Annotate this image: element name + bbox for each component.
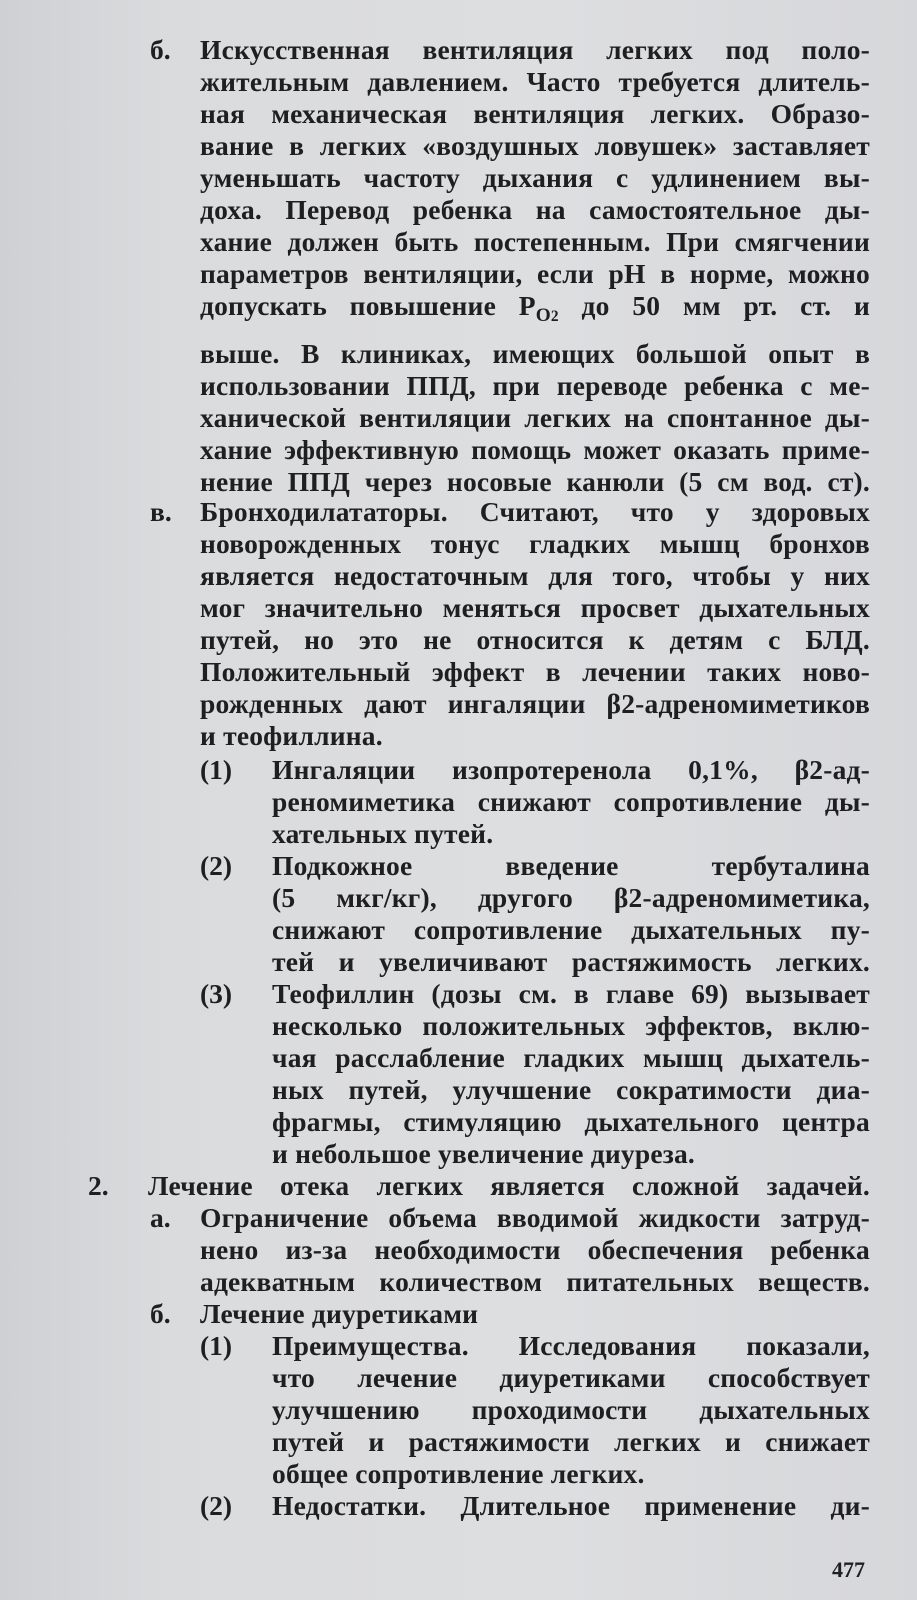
text-line: и теофиллина. — [200, 720, 383, 751]
text-line: использовании ППД, при переводе ребенка с ме- — [200, 370, 870, 401]
text-line: Теофиллин (дозы см. в главе 69) вызывает — [272, 978, 870, 1009]
text-line: тей и увеличивают растяжимость легких. — [272, 946, 870, 977]
text-line: рожденных дают ингаляции β2-адреномиметиков — [200, 688, 870, 719]
text-line: жительным давлением. Часто требуется длитель- — [200, 66, 870, 97]
heading-diuretics — [200, 1298, 870, 1330]
text-line: ная механическая вентиляция легких. Образо- — [200, 98, 870, 129]
text-line: Бронходилататоры. Считают, что у здоровых — [200, 496, 870, 527]
item-marker-b2: б. — [150, 1298, 171, 1329]
paragraph-fluid-restriction — [200, 1202, 870, 1298]
text-line: является недостаточным для того, чтобы у них — [200, 560, 870, 591]
text-line: Преимущества. Исследования показали, — [272, 1330, 870, 1361]
text-line: и небольшое увеличение диуреза. — [272, 1138, 696, 1169]
text-line: хание должен быть постепенным. При смягчении — [200, 226, 870, 257]
text-line: вание в легких «воздушных ловушек» заставляет — [200, 130, 870, 161]
page-number: 477 — [832, 1557, 865, 1582]
paragraph-disadvantages — [272, 1490, 870, 1522]
text-line: выше. В клиниках, имеющих большой опыт в — [200, 338, 870, 369]
text-line: Недостатки. Длительное применение ди- — [272, 1490, 870, 1521]
item-marker-b: б. — [150, 34, 171, 65]
item-marker-3: (3) — [200, 978, 233, 1009]
text-line: путей и растяжимости легких и снижает — [272, 1426, 870, 1457]
text-line: Подкожное введение тербуталина — [272, 850, 870, 881]
text-line: ханической вентиляции легких на спонтанное ды- — [200, 402, 870, 433]
text-line: чая расслабление гладких мышц дыхатель- — [272, 1042, 870, 1073]
text-line: новорожденных тонус гладких мышц бронхов — [200, 528, 870, 559]
text-line: хание эффективную помощь может оказать приме- — [200, 434, 870, 465]
text-line: хательных путей. — [272, 818, 494, 849]
text-line: что лечение диуретиками способствует — [272, 1362, 870, 1393]
text-line: Ингаляции изопротеренола 0,1%, β2-ад- — [272, 754, 870, 785]
text-line: нено из-за необходимости обеспечения ребенка — [200, 1234, 870, 1265]
text-line: параметров вентиляции, если pH в норме, можно — [200, 258, 870, 289]
item-marker-a: а. — [150, 1202, 171, 1233]
text-line: снижают сопротивление дыхательных пу- — [272, 914, 870, 945]
item-marker-v: в. — [150, 496, 172, 527]
paragraph-ventilation-cont — [200, 338, 870, 498]
text-line: Ограничение объема вводимой жидкости затруд- — [200, 1202, 870, 1233]
text-line: доха. Перевод ребенка на самостоятельное ды- — [200, 194, 870, 225]
text-line: фрагмы, стимуляцию дыхательного центра — [272, 1106, 870, 1137]
paragraph-advantages — [272, 1330, 870, 1490]
item-marker-1b: (1) — [200, 1330, 233, 1361]
text-line: (5 мкг/кг), другого β2-адреномиметика, — [272, 882, 870, 913]
text-line: уменьшать частоту дыхания с удлинением вы- — [200, 162, 870, 193]
text-line: реномиметика снижают сопротивление ды- — [272, 786, 870, 817]
text-line: Искусственная вентиляция легких под поло- — [200, 34, 870, 65]
item-marker-2b: (2) — [200, 1490, 233, 1521]
text-line-po2: допускать повышение $P_{O2}$ до 50 мм рт. ст. и — [200, 290, 870, 326]
text-line: ных путей, улучшение сократимости диа- — [272, 1074, 870, 1105]
paragraph-theophylline — [272, 978, 870, 1170]
item-marker-2: (2) — [200, 850, 233, 881]
text-line: Лечение отека легких является сложной задачей. — [148, 1170, 870, 1201]
paragraph-isoproterenol — [272, 754, 870, 850]
text-line: общее сопротивление легких. — [272, 1458, 645, 1489]
heading-edema — [148, 1170, 870, 1202]
item-marker-num-2: 2. — [88, 1170, 109, 1201]
paragraph-ventilation — [200, 34, 870, 326]
paragraph-terbutaline — [272, 850, 870, 978]
text-line: Положительный эффект в лечении таких ново- — [200, 656, 870, 687]
paragraph-bronchodilators — [200, 496, 870, 752]
text-line: адекватным количеством питательных веществ. — [200, 1266, 870, 1297]
text-line: мог значительно меняться просвет дыхательных — [200, 592, 870, 623]
text-line: нение ППД через носовые канюли (5 см вод. ст). — [200, 466, 870, 497]
text-line: несколько положительных эффектов, вклю- — [272, 1010, 870, 1041]
text-line: Лечение диуретиками — [200, 1298, 479, 1329]
text-line: путей, но это не относится к детям с БЛД. — [200, 624, 870, 655]
item-marker-1: (1) — [200, 754, 233, 785]
text-line: улучшению проходимости дыхательных — [272, 1394, 870, 1425]
